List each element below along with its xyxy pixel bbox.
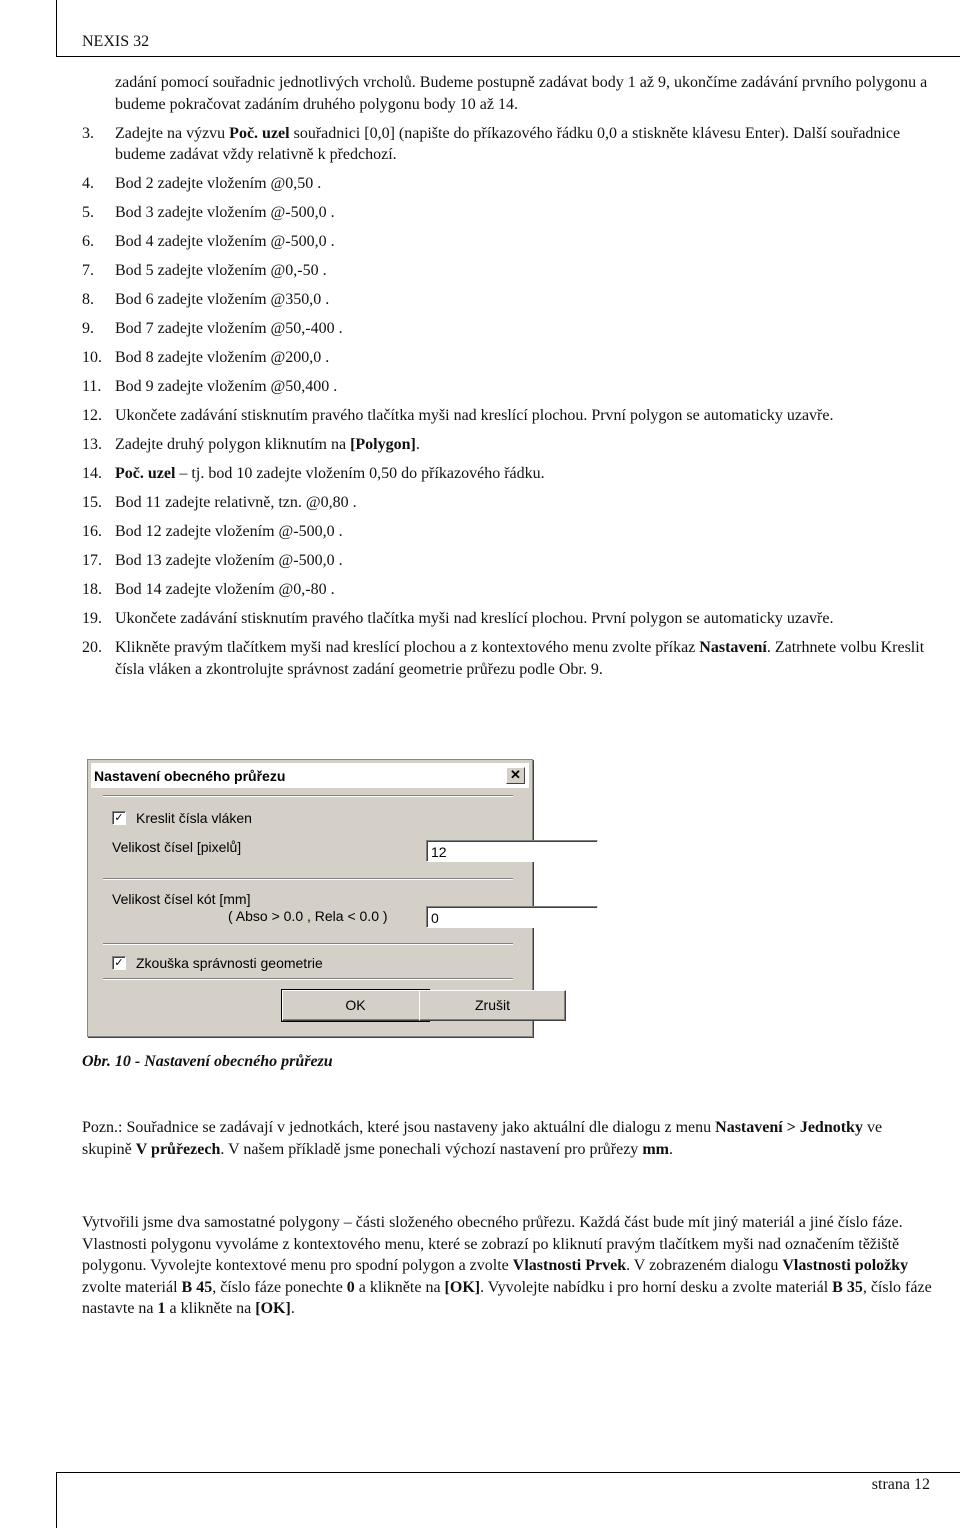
separator [103,795,513,797]
step-text: Bod 9 zadejte vložením @50,400 . [115,378,338,395]
step-item [82,637,932,680]
step-number: 16. [82,523,102,540]
step-text: Klikněte pravým tlačítkem myši nad kreslící plochou a z kontextového menu zvolte příkaz [115,639,700,656]
step-text: Zadejte na výzvu [115,124,230,142]
figure-caption: Obr. 10 - Nastavení obecného průřezu [82,1053,333,1070]
geometry-check-checkbox[interactable]: ✓ [112,956,126,970]
step-item [82,289,932,311]
step-text: Bod 5 zadejte vložením @0,-50 . [115,262,327,279]
cancel-button[interactable]: Zrušit [419,990,566,1021]
step-text: Bod 13 zadejte vložením @-500,0 . [115,552,343,569]
step-text: Ukončete zadávání stisknutím pravého tlačítka myši nad kreslící plochou. První polygon se automaticky uzavře. [115,407,834,424]
step-text: Bod 7 zadejte vložením @50,-400 . [115,320,343,337]
page-number: strana 12 [871,1476,930,1493]
number-size-input[interactable]: 12 [426,840,598,862]
step-bold: Nastavení [699,639,767,656]
step-item [82,202,932,224]
settings-dialog [87,759,533,1037]
step-number: 14. [82,465,102,482]
step-number: 15. [82,494,102,511]
note-bold-menu: Nastavení > Jednotky [715,1119,863,1136]
step-item [82,492,932,514]
note-bold-unit: mm [642,1141,669,1158]
para-text: a klikněte na [165,1300,256,1317]
note-text: Pozn.: Souřadnice se zadávají v jednotkách, které jsou nastaveny jako aktuální dle dialogu z menu [82,1119,716,1136]
note-bold-group: V průřezech [135,1141,221,1158]
step-text: Bod 6 zadejte vložením @350,0 . [115,291,330,308]
para-text: a klikněte na [354,1278,445,1296]
instructions [82,72,932,680]
step-item [82,579,932,601]
note-text: . [668,1141,673,1158]
step-text: Bod 14 zadejte vložením @0,-80 . [115,581,335,598]
step-number: 6. [82,233,94,250]
step-item [82,608,932,630]
para-text: Vytvořili jsme dva samostatné polygony – části složeného obecného průřezu. Každá část bude mít jiný materiál a jiné číslo fáze. Vlastnosti polygonu vyvoláme z kontextového menu, které se zobrazí po kliknutí pravým tlačítkem myši nad označením těžiště polygonu. Vyvolejte kontextové menu pro spodní polygon a zvolte [82,1214,903,1274]
note-paragraph [82,1117,932,1161]
body-paragraph [82,1212,932,1320]
para-text: . [290,1300,295,1317]
step-number: 7. [82,262,94,279]
para-bold: Vlastnosti položky [782,1257,909,1274]
note-text: ve skupině [82,1119,883,1158]
steps-list [82,123,932,681]
para-text: zvolte materiál [82,1278,182,1296]
step-text: Bod 3 zadejte vložením @-500,0 . [115,204,335,221]
step-text: Bod 11 zadejte relativně, tzn. @0,80 . [115,494,357,511]
separator [103,878,513,880]
para-bold: 0 [346,1278,355,1296]
step-text: Bod 2 zadejte vložením @0,50 . [115,175,322,192]
step-item [82,463,932,485]
step-item [82,260,932,282]
intro-paragraph: zadání pomocí souřadnic jednotlivých vrcholů. Budeme postupně zadávat body 1 až 9, ukončíme zadávání prvního polygonu a budeme pokračovat zadáním druhého polygonu body 10 až 14. [115,74,928,113]
step-bold: Poč. uzel [229,124,290,142]
step-text: Bod 4 zadejte vložením @-500,0 . [115,233,335,250]
step-number: 11. [82,378,102,395]
step-number: 12. [82,407,102,424]
step-item [82,318,932,340]
separator [103,943,513,945]
step-number: 4. [82,175,94,192]
separator [103,978,513,980]
note-text: . V našem příkladě jsme ponechali výchozí nastavení pro průřezy [220,1141,643,1158]
step-number: 3. [82,124,94,142]
step-bold: [Polygon] [350,436,416,453]
para-text: . Vyvolejte nabídku i pro horní desku a zvolte materiál [480,1278,833,1296]
step-item [82,521,932,543]
para-bold: [OK] [255,1300,291,1317]
dialog-title: Nastavení obecného průřezu [94,768,286,784]
step-item [82,550,932,572]
step-item [82,434,932,456]
step-item [82,231,932,253]
header-rule [56,56,960,57]
step-text: Bod 8 zadejte vložením @200,0 . [115,349,330,366]
step-number: 20. [82,639,102,656]
step-number: 9. [82,320,94,337]
step-number: 13. [82,436,102,453]
para-bold: [OK] [444,1278,481,1296]
step-number: 17. [82,552,102,569]
para-text: , číslo fáze nastavte na [82,1278,932,1317]
step-text: Bod 12 zadejte vložením @-500,0 . [115,523,343,540]
dimension-size-label: Velikost čísel kót [mm] [112,891,251,907]
para-bold: B 45 [181,1278,213,1296]
draw-fiber-numbers-checkbox[interactable]: ✓ [112,811,126,825]
para-bold: Vlastnosti Prvek [512,1257,627,1274]
step-text: . [415,436,420,453]
footer-rule [56,1472,960,1473]
step-text: Ukončete zadávání stisknutím pravého tlačítka myši nad kreslící plochou. První polygon se automaticky uzavře. [115,610,834,627]
step-text: – tj. bod 10 zadejte vložením 0,50 do příkazového řádku. [175,465,545,482]
step-number: 19. [82,610,102,627]
dimension-size-hint: ( Abso > 0.0 , Rela < 0.0 ) [228,908,388,924]
step-text: . Zatrhnete volbu Kreslit čísla vláken a zkontrolujte správnost zadání geometrie průřezu podle Obr. 9. [115,639,925,678]
step-text: souřadnici [0,0] (napište do příkazového řádku 0,0 a stiskněte klávesu Enter). Další souřadnice budeme zadávat vždy relativně k předchozí. [115,124,901,163]
close-icon[interactable]: ✕ [506,767,525,784]
number-size-label: Velikost čísel [pixelů] [112,839,242,855]
footer-rule-vertical [56,1472,57,1528]
step-item [82,123,932,166]
ok-button[interactable]: OK [282,990,429,1021]
step-item [82,173,932,195]
step-bold: Poč. uzel [115,465,176,482]
step-number: 18. [82,581,102,598]
step-item [82,347,932,369]
para-bold: 1 [157,1300,166,1317]
step-number: 8. [82,291,94,308]
step-item [82,376,932,398]
step-number: 5. [82,204,94,221]
dimension-size-input[interactable]: 0 [426,906,598,928]
draw-fiber-numbers-label: Kreslit čísla vláken [136,810,252,826]
para-text: . V zobrazeném dialogu [626,1257,783,1274]
step-number: 10. [82,349,102,366]
para-bold: B 35 [832,1278,863,1296]
step-item [82,405,932,427]
geometry-check-label: Zkouška správnosti geometrie [136,955,323,971]
header-rule-vertical [56,0,57,56]
dialog-titlebar [91,763,529,788]
header-title: NEXIS 32 [82,33,150,50]
para-text: , číslo fáze ponechte [212,1278,347,1296]
step-text: Zadejte druhý polygon kliknutím na [115,436,351,453]
